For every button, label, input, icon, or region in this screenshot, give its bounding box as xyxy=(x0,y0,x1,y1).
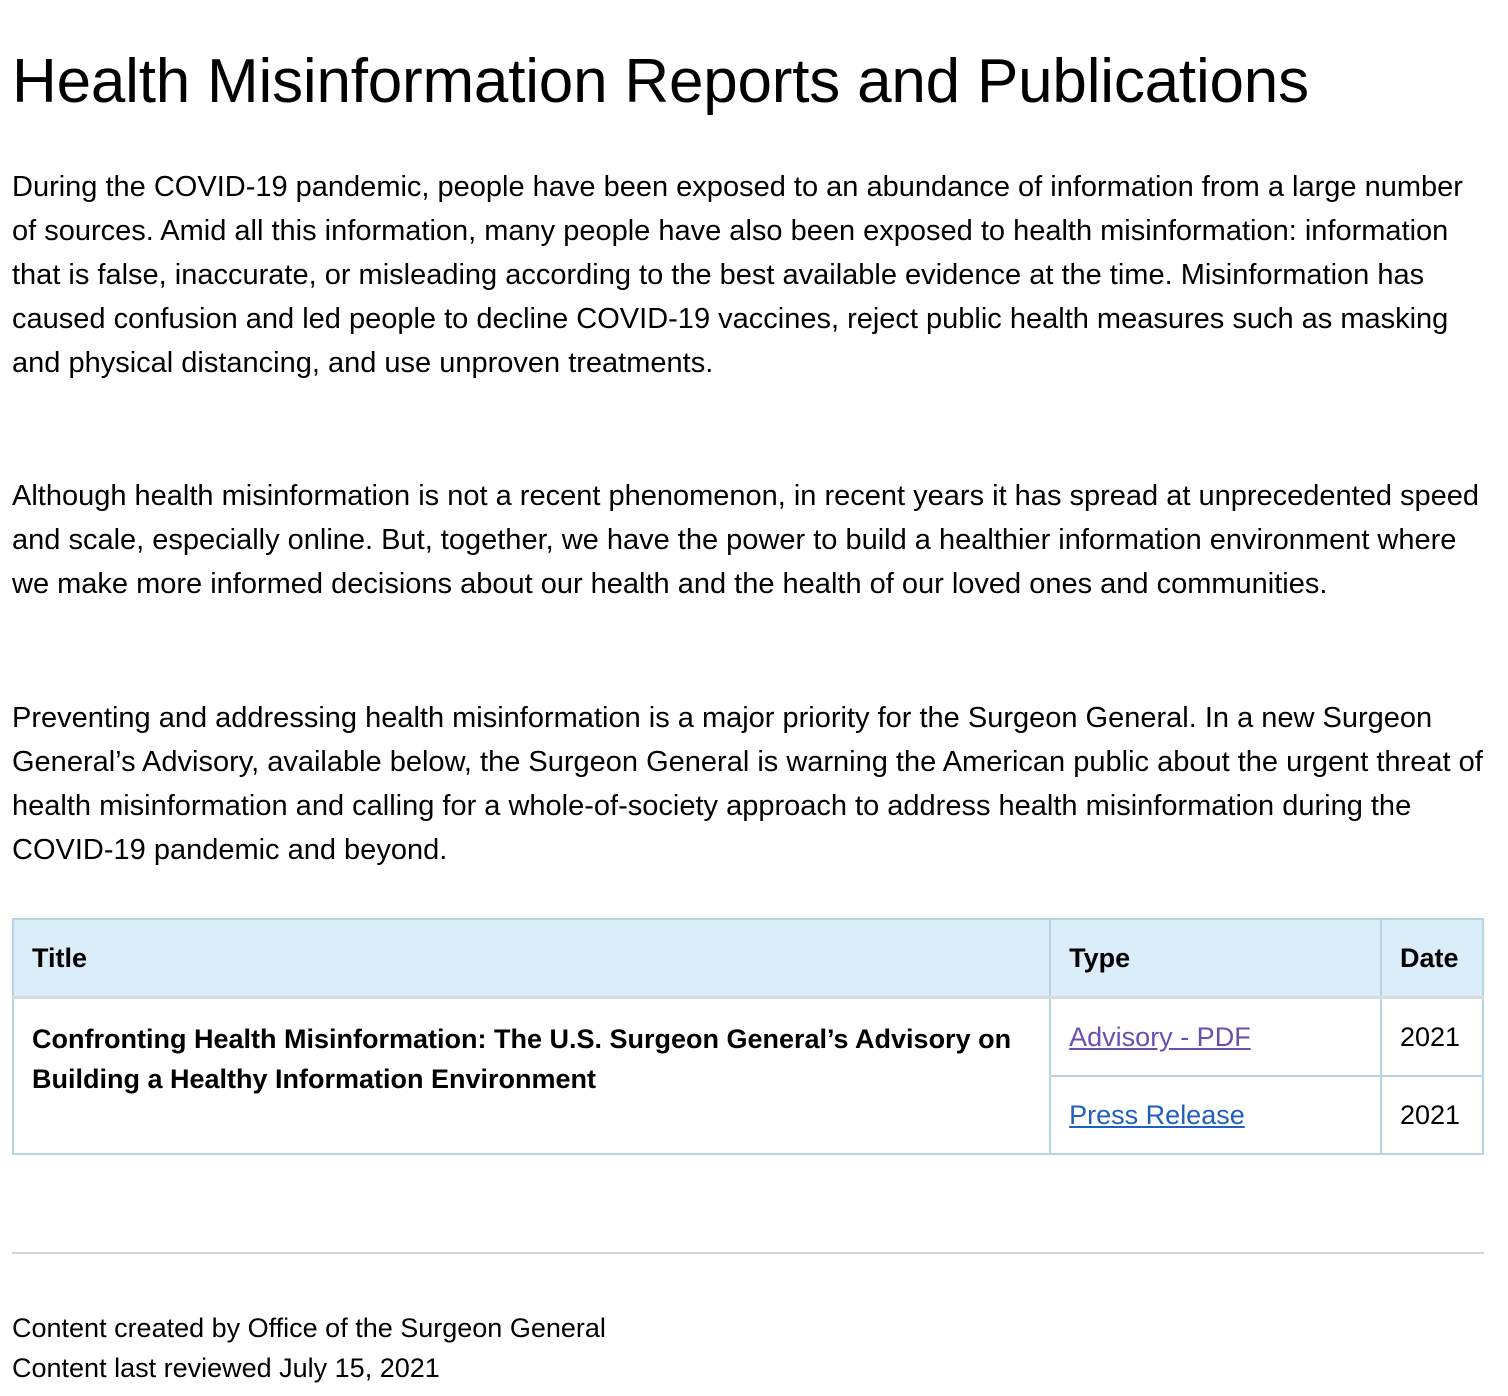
advisory-pdf-link[interactable]: Advisory - PDF xyxy=(1069,1021,1251,1052)
type-cell xyxy=(1050,998,1381,1077)
date-cell: 2021 xyxy=(1381,998,1483,1077)
intro-paragraph-3: Preventing and addressing health misinformation is a major priority for the Surgeon General. In a new Surgeon General’s Advisory, available below, the Surgeon General is warning the American public about the urgent threat of health misinformation and calling for a whole-of-society approach to address health misinformation during the COVID-19 pandemic and beyond. xyxy=(12,702,1483,866)
publications-table xyxy=(12,918,1484,1155)
intro-paragraph-2: Although health misinformation is not a recent phenomenon, in recent years it has spread at unprecedented speed and scale, especially online. But, together, we have the power to build a healthier information environment where we make more informed decisions about our health and the health of our loved ones and communities. xyxy=(12,480,1480,600)
footer-divider xyxy=(12,1252,1484,1254)
intro-paragraph-1: During the COVID-19 pandemic, people have been exposed to an abundance of information from a large number of sources. Amid all this information, many people have also been exposed to health misinformation: information that is false, inaccurate, or misleading according to the best available evidence at the time. Misinformation has caused confusion and led people to decline COVID-19 vaccines, reject public health measures such as masking and physical distancing, and use unproven treatments. xyxy=(12,171,1463,379)
content-last-reviewed: Content last reviewed July 15, 2021 xyxy=(12,1353,440,1383)
table-row xyxy=(13,998,1483,1077)
type-cell xyxy=(1050,1076,1381,1154)
date-cell: 2021 xyxy=(1381,1076,1483,1154)
page-title: Health Misinformation Reports and Publications xyxy=(12,47,1309,116)
press-release-link[interactable]: Press Release xyxy=(1069,1099,1245,1130)
column-header-type[interactable]: Type xyxy=(1050,919,1381,998)
content-created-by: Content created by Office of the Surgeon General xyxy=(12,1313,606,1343)
table-header-row xyxy=(13,919,1483,998)
column-header-title[interactable]: Title xyxy=(13,919,1050,998)
publication-title: Confronting Health Misinformation: The U.S. Surgeon General’s Advisory on Building a Healthy Information Environment xyxy=(13,998,1050,1155)
column-header-date[interactable]: Date xyxy=(1381,919,1483,998)
